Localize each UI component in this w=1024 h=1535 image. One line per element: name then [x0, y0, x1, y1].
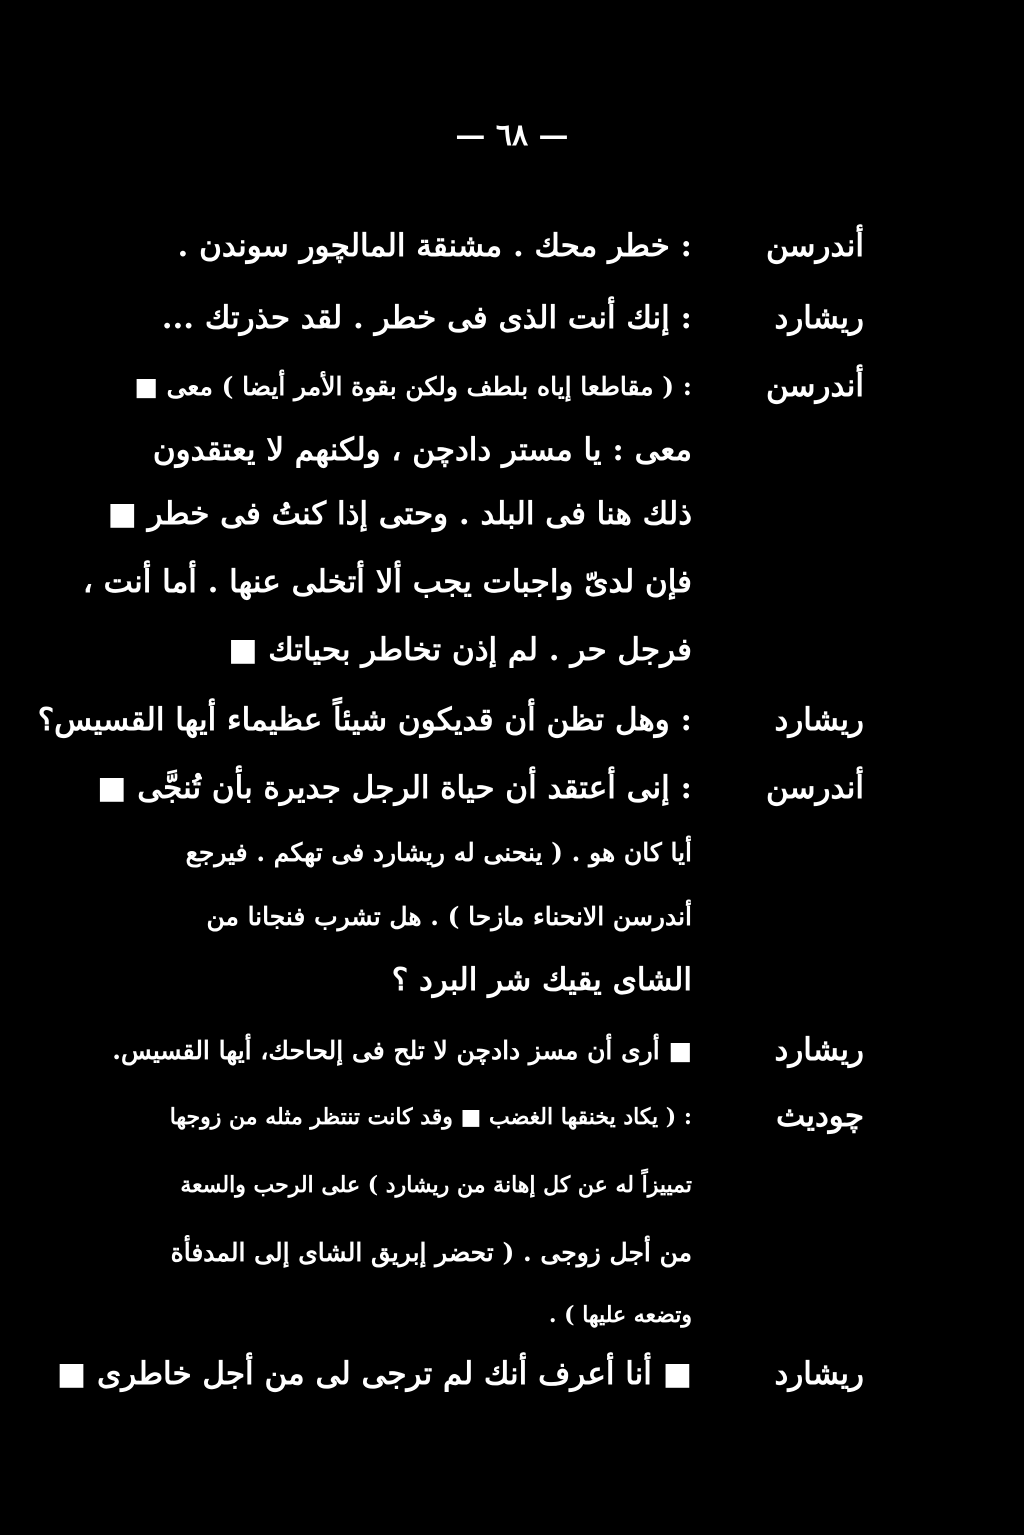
dialogue-line: الشاى يقيك شر البرد ؟ — [391, 962, 692, 998]
dialogue-row — [150, 432, 864, 492]
dialogue-row — [150, 898, 864, 958]
dialogue-line: معى : يا مستر دادچن ، ولكنهم لا يعتقدون — [152, 432, 692, 468]
dialogue-row — [97, 770, 864, 830]
dialogue-row — [150, 300, 864, 360]
dialogue-line: وتضعه عليها ) . — [548, 1302, 692, 1328]
dialogue-line: أندرسن الانحناء مازحا ) . هل تشرب فنجانا من — [206, 902, 692, 931]
dialogue-row — [134, 368, 864, 428]
dialogue-row — [82, 564, 864, 624]
speaker-name: ريشارد — [774, 1032, 864, 1068]
speaker-name: أندرسن — [765, 368, 864, 404]
dialogue-row — [107, 496, 864, 556]
speaker-name: ريشارد — [774, 1356, 864, 1392]
dialogue-line: : وهل تظن أن قديكون شيئاً عظيماء أيها القسيس؟ — [37, 702, 692, 738]
speaker-name: ريشارد — [774, 702, 864, 738]
dialogue-line: ■ أرى أن مسز دادچن لا تلح فى إلحاحك، أيها القسيس. — [112, 1036, 692, 1065]
speaker-name: ريشارد — [774, 300, 864, 336]
dialogue-row — [150, 962, 864, 1022]
dialogue-line: : ( مقاطعا إياه بلطف ولكن بقوة الأمر أيضا ) معى ■ — [134, 372, 692, 401]
dialogue-row — [37, 702, 864, 762]
speaker-name: أندرسن — [765, 228, 864, 264]
dialogue-line: أيا كان هو . ( ينحنى له ريشارد فى تهكم . فيرجع — [185, 838, 692, 867]
dialogue-line: فرجل حر . لم إذن تخاطر بحياتك ■ — [228, 632, 692, 668]
dialogue-line: : إنك أنت الذى فى خطر . لقد حذرتك ... — [161, 300, 692, 336]
dialogue-line: : إنى أعتقد أن حياة الرجل جديرة بأن تُنجَّى ■ — [97, 770, 692, 806]
speaker-name: أندرسن — [765, 770, 864, 806]
dialogue-line: من أجل زوجى . ( تحضر إبريق الشاى إلى المدفأة — [170, 1238, 692, 1267]
dialogue-row — [150, 1166, 864, 1226]
dialogue-line: ■ أنا أعرف أنك لم ترجى لى من أجل خاطرى ■ — [56, 1356, 692, 1392]
dialogue-line: : ( يكاد يخنقها الغضب ■ وقد كانت تنتظر مثله من زوجها — [169, 1104, 692, 1130]
dialogue-row — [150, 228, 864, 288]
dialogue-line: فإن لدىّ واجبات يجب ألا أتخلى عنها . أما أنت ، — [82, 564, 692, 600]
dialogue-row — [150, 1234, 864, 1294]
speaker-name: چوديث — [775, 1098, 864, 1134]
dialogue-row — [150, 632, 864, 692]
dialogue-row — [112, 1032, 864, 1092]
dialogue-row — [150, 1296, 864, 1356]
dialogue-line: ذلك هنا فى البلد . وحتى إذا كنتُ فى خطر ■ — [107, 496, 692, 532]
dialogue-row — [56, 1356, 864, 1416]
dialogue-line: تمييزاً له عن كل إهانة من ريشارد ) على الرحب والسعة — [180, 1172, 692, 1198]
dialogue-line: : خطر محك . مشنقة المالچور سوندن . — [177, 228, 692, 264]
dialogue-row — [150, 834, 864, 894]
page-number: — ٦٨ — — [455, 118, 569, 153]
dialogue-row — [150, 1098, 864, 1158]
